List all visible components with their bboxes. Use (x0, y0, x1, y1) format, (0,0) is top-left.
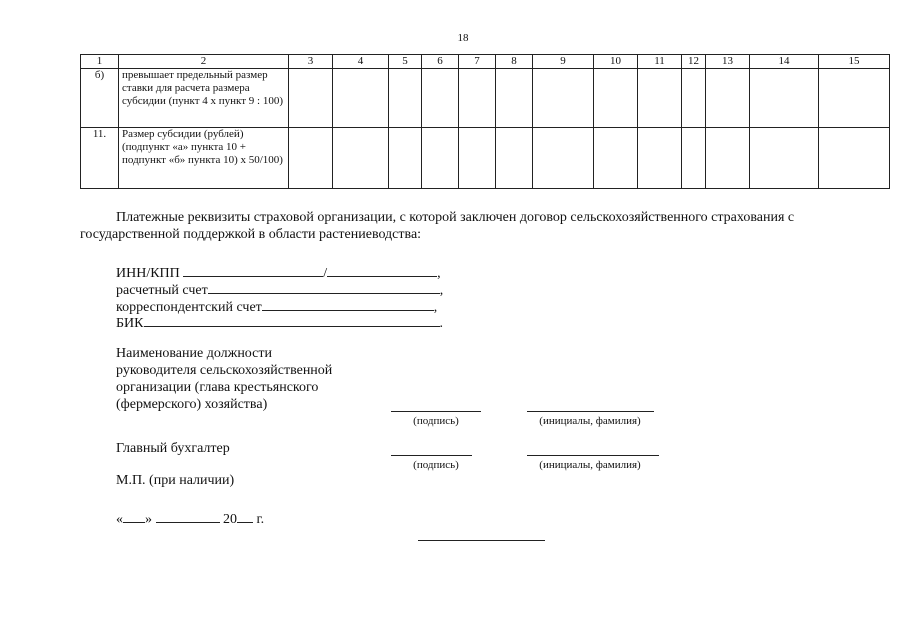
table-cell[interactable] (333, 69, 389, 128)
column-header: 8 (496, 55, 533, 69)
column-header: 13 (706, 55, 750, 69)
table-cell[interactable] (289, 69, 333, 128)
corr-account-row: корреспондентский счет , (116, 297, 437, 316)
table-cell[interactable] (389, 69, 422, 128)
position-line1: Наименование должности (116, 346, 272, 361)
date-year-suffix: г. (256, 512, 265, 527)
inn-field[interactable] (183, 263, 323, 277)
column-header: 14 (750, 55, 819, 69)
row-number: б) (81, 69, 119, 128)
subsidy-table (80, 54, 890, 189)
column-header: 3 (289, 55, 333, 69)
inn-kpp-label: ИНН/КПП (116, 266, 180, 281)
table-cell[interactable] (682, 128, 706, 189)
bik-row: БИК . (116, 313, 443, 332)
column-header: 1 (81, 55, 119, 69)
table-cell[interactable] (750, 69, 819, 128)
head-signature-line[interactable] (391, 411, 481, 412)
table-header-row (81, 55, 890, 69)
account-row: расчетный счет , (116, 280, 443, 299)
date-open-quote: « (116, 512, 123, 527)
signature-caption: (подпись) (413, 415, 459, 427)
column-header: 15 (819, 55, 890, 69)
column-header: 12 (682, 55, 706, 69)
inn-kpp-row: ИНН/КПП / , (116, 263, 441, 282)
corr-account-label: корреспондентский счет (116, 300, 262, 315)
corr-account-field[interactable] (262, 297, 434, 311)
table-row (81, 69, 890, 128)
row-description: превышает предельный размер ставки для расчета размера субсидии (пункт 4 x пункт 9 : 100) (119, 69, 289, 128)
row-description: Размер субсидии (рублей) (подпункт «а» пункта 10 + подпункт «б» пункта 10) х 50/100) (119, 128, 289, 189)
bottom-line (418, 540, 545, 541)
table-cell[interactable] (682, 69, 706, 128)
name-caption: (инициалы, фамилия) (539, 415, 641, 427)
table-cell[interactable] (496, 69, 533, 128)
column-header: 5 (389, 55, 422, 69)
date-year-field[interactable] (237, 509, 253, 523)
column-header: 6 (422, 55, 459, 69)
date-row (116, 509, 264, 528)
table-cell[interactable] (594, 128, 638, 189)
bik-label: БИК (116, 316, 144, 331)
date-day-field[interactable] (123, 509, 145, 523)
payment-intro-line2: государственной поддержкой в области растениеводства: (80, 227, 422, 242)
column-header: 11 (638, 55, 682, 69)
table-row (81, 128, 890, 189)
account-field[interactable] (208, 280, 440, 294)
name-caption: (инициалы, фамилия) (539, 459, 641, 471)
payment-intro-line1: Платежные реквизиты страховой организации, с которой заключен договор сельскохозяйственного страхования с (116, 210, 795, 225)
table-cell[interactable] (422, 69, 459, 128)
head-name-line[interactable] (527, 411, 654, 412)
table-cell[interactable] (819, 69, 890, 128)
bik-field[interactable] (144, 313, 440, 327)
stamp-label: М.П. (при наличии) (116, 473, 235, 488)
date-close-quote: » (145, 512, 152, 527)
table-cell[interactable] (289, 128, 333, 189)
account-label: расчетный счет (116, 283, 208, 298)
page-number: 18 (457, 32, 469, 44)
table-cell[interactable] (533, 128, 594, 189)
column-header: 10 (594, 55, 638, 69)
table-cell[interactable] (533, 69, 594, 128)
signature-caption: (подпись) (413, 459, 459, 471)
table-cell[interactable] (459, 69, 496, 128)
table-cell[interactable] (638, 128, 682, 189)
column-header: 4 (333, 55, 389, 69)
position-line3: организации (глава крестьянского (116, 380, 319, 395)
position-line4: (фермерского) хозяйства) (116, 397, 268, 412)
column-header: 7 (459, 55, 496, 69)
table-cell[interactable] (422, 128, 459, 189)
date-year-prefix: 20 (223, 512, 237, 527)
table-cell[interactable] (706, 128, 750, 189)
table-cell[interactable] (459, 128, 496, 189)
table-cell[interactable] (819, 128, 890, 189)
accountant-signature-line[interactable] (391, 455, 472, 456)
accountant-name-line[interactable] (527, 455, 659, 456)
date-month-field[interactable] (156, 509, 220, 523)
table-cell[interactable] (638, 69, 682, 128)
table-cell[interactable] (333, 128, 389, 189)
column-header: 9 (533, 55, 594, 69)
row-number: 11. (81, 128, 119, 189)
column-header: 2 (119, 55, 289, 69)
table-cell[interactable] (706, 69, 750, 128)
table-cell[interactable] (496, 128, 533, 189)
table-cell[interactable] (750, 128, 819, 189)
kpp-field[interactable] (327, 263, 437, 277)
position-line2: руководителя сельскохозяйственной (116, 363, 333, 378)
table-cell[interactable] (389, 128, 422, 189)
chief-accountant-label: Главный бухгалтер (116, 441, 230, 456)
table-cell[interactable] (594, 69, 638, 128)
